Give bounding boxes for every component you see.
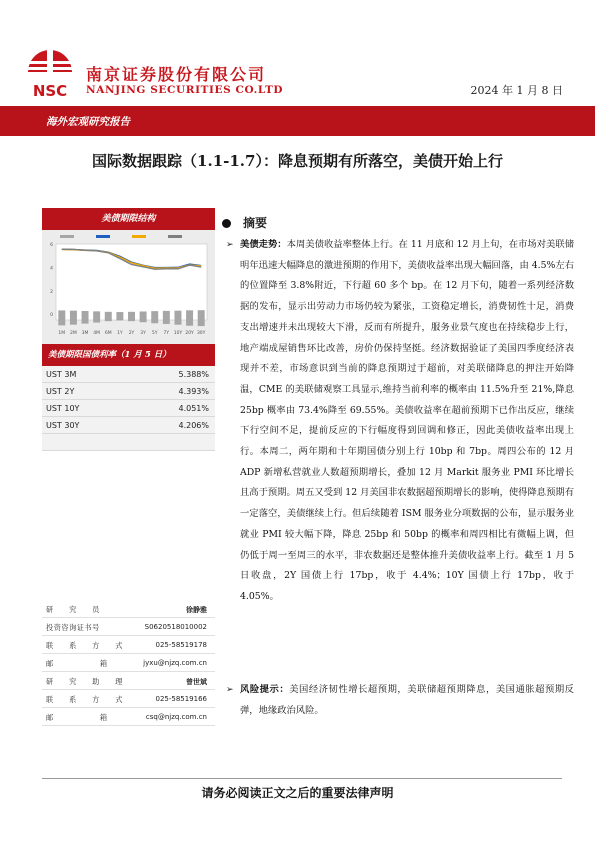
contact-row <box>42 654 215 672</box>
company-name-cn: 南京证券股份有限公司 <box>86 65 267 84</box>
contact-value: 徐静雅 <box>186 605 207 614</box>
report-title: 国际数据跟踪（1.1-1.7）：降息预期有所落空，美债开始上行 <box>92 152 503 170</box>
yield-row <box>42 400 215 417</box>
chart-y-tick-label: 6 <box>50 243 53 248</box>
contact-label: 研 究 助 理 <box>46 677 123 686</box>
paragraph-lead: 风险提示： <box>240 684 290 695</box>
yield-name: UST 30Y <box>46 421 80 430</box>
chart-plot-area <box>56 244 207 320</box>
chart-bar <box>82 311 89 324</box>
contact-value: S0620518010002 <box>144 623 207 631</box>
paragraph-body: 美国经济韧性增长超预期，美联储超预期降息，美国通胀超预期反弹，地缘政治风险。 <box>240 684 574 716</box>
yield-curve-svg <box>42 230 215 344</box>
footer-divider <box>42 778 562 779</box>
chart-tick-label: 4M <box>93 331 101 336</box>
chart-tick-label: 10Y <box>173 331 183 336</box>
yield-value: 5.388% <box>178 370 209 379</box>
chart-tick-label: 30Y <box>196 331 206 336</box>
abstract-paragraph-risk <box>226 680 574 721</box>
legend-swatch <box>168 235 182 238</box>
yield-curve-chart <box>42 230 215 344</box>
yield-table <box>42 366 215 451</box>
chart-bar <box>93 311 100 322</box>
contact-row <box>42 600 215 618</box>
arrow-bullet-icon: ➢ <box>226 240 234 250</box>
chart-bar <box>105 312 112 321</box>
legend-swatch <box>60 235 74 238</box>
legal-disclaimer-link[interactable]: 请务必阅读正文之后的重要法律声明 <box>201 786 394 800</box>
yield-row <box>42 434 215 451</box>
chart-tick-label: 6M <box>104 331 112 336</box>
contact-label: 研 究 员 <box>46 605 100 614</box>
report-date: 2024 年 1 月 8 日 <box>470 84 563 97</box>
chart-bar <box>58 310 65 325</box>
chart-tick-label: 1Y <box>117 331 123 336</box>
chart-bar <box>116 312 123 320</box>
chart-bar <box>186 310 193 325</box>
chart-bar <box>140 311 147 322</box>
contact-label: 投资咨询证书号 <box>46 623 100 632</box>
chart-bar <box>174 311 181 325</box>
arrow-bullet-icon: ➢ <box>226 685 234 695</box>
chart-bar <box>198 310 205 326</box>
yield-row <box>42 383 215 400</box>
legend-swatch <box>96 235 110 238</box>
yield-row <box>42 366 215 383</box>
chart-bar <box>163 311 170 324</box>
report-type-label: 海外宏观研究报告 <box>46 116 130 128</box>
chart-y-tick-label: 0 <box>50 313 53 319</box>
chart-tick-label: 2M <box>70 331 77 336</box>
contact-label: 邮 箱 <box>46 713 108 722</box>
chart-bar <box>151 311 158 323</box>
chart-tick-label: 20Y <box>185 331 194 336</box>
contact-email[interactable]: csq@njzq.com.cn <box>145 713 207 721</box>
contact-value: 025-58519166 <box>155 695 207 703</box>
chart-bar <box>70 311 77 325</box>
chart-tick-label: 5Y <box>151 331 158 336</box>
contact-email[interactable]: jyxu@njzq.com.cn <box>143 659 207 667</box>
contact-label: 联 系 方 式 <box>46 641 123 650</box>
yield-value: 4.206% <box>178 421 209 430</box>
contact-value: 025-58519178 <box>155 641 207 649</box>
contact-row <box>42 672 215 690</box>
abstract-title: 摘要 <box>243 216 268 230</box>
yield-row <box>42 417 215 434</box>
yield-table-title: 美债期限国债利率（1 月 5 日） <box>42 344 215 366</box>
logo-text: NSC <box>32 82 68 100</box>
company-name-en: NANJING SECURITIES CO.LTD <box>86 84 284 96</box>
contact-value: 曾世斌 <box>186 677 207 686</box>
chart-y-tick-label: 4 <box>50 266 53 272</box>
chart-tick-label: 2Y <box>128 331 135 336</box>
analyst-contacts <box>42 600 215 726</box>
contact-row <box>42 618 215 636</box>
yield-value: 4.051% <box>178 404 209 413</box>
yield-name: UST 3M <box>46 370 77 379</box>
yield-name: UST 10Y <box>46 404 80 413</box>
contact-row <box>42 708 215 726</box>
contact-label: 联 系 方 式 <box>46 695 123 704</box>
company-logo <box>22 48 78 100</box>
chart-tick-label: 3M <box>81 331 89 336</box>
chart-y-tick-label: 2 <box>50 289 53 295</box>
bullet-icon <box>222 219 231 228</box>
chart-tick-label: 7Y <box>163 331 170 336</box>
paragraph-body: 本周美债收益率整体上行。在 11 月底和 12 月上旬，在市场对美联储明年迅速大幅降息的激进预期的作用下，美债收益率出现大幅回落，由 4.5%左右的位置降至 3.8%附近，下行超 60 多个 bp。在 12 月下旬，随着一系列经济数据的发布，显示出劳动力市场仍较为紧张，工资稳定增长，消费韧性十足，消费支出增速并未出现较大下滑，反而有所提升，服务业景气度也在持续稳步上行，地产端成屋销售环比改善，房价仍保持坚挺。经济数据验证了美国四季度经济表现并不差，市场意识到当前的降息预期过于超前，对美联储降息的押注开始降温，CME 的美联储观察工具显示,维持当前利率的概率由 11.5%升至 21%,降息 25bp 概率由 73.4%降至 69.55%。美债收益率在超前预期下已作出反应，继续下行空间不足，提前反应的下行幅度得到回调和修正，因此美债收益率出现上行。本周二，两年期和十年期国债分别上行 10bp 和 7bp。周四公布的 12 月 ADP 新增私营就业人数超预期增长，叠加 12 月 Markit 服务业 PMI 环比增长且高于预期。周五又受到 12 月美国非农数据超预期增长的影响，使得降息预期有一定落空，美债继续上行。但后续随着 ISM 服务业分项数据的公布，显示服务业就业 PMI 较大幅下降，降息 25bp 和 50bp 的概率和周四相比有微幅上调，但仍低于周一至周三的水平，非农数据还是整体推升美债收益率上行。截至 1 月 5 日收盘，2Y 国债上行 17bp，收于 4.4%；10Y 国债上行 17bp，收于 4.05%。 <box>240 239 574 602</box>
yield-value: 4.393% <box>178 387 209 396</box>
chart-tick-label: 1M <box>58 331 66 336</box>
contact-label: 邮 箱 <box>46 659 108 668</box>
chart-bar <box>128 312 135 321</box>
yield-name: UST 2Y <box>46 387 75 396</box>
contact-row <box>42 690 215 708</box>
legend-swatch <box>132 235 146 238</box>
contact-row <box>42 636 215 654</box>
chart-tick-label: 3Y <box>140 331 146 336</box>
paragraph-lead: 美债走势： <box>240 239 287 250</box>
chart-title: 美债期限结构 <box>42 208 215 230</box>
abstract-paragraph-treasury <box>226 235 574 608</box>
